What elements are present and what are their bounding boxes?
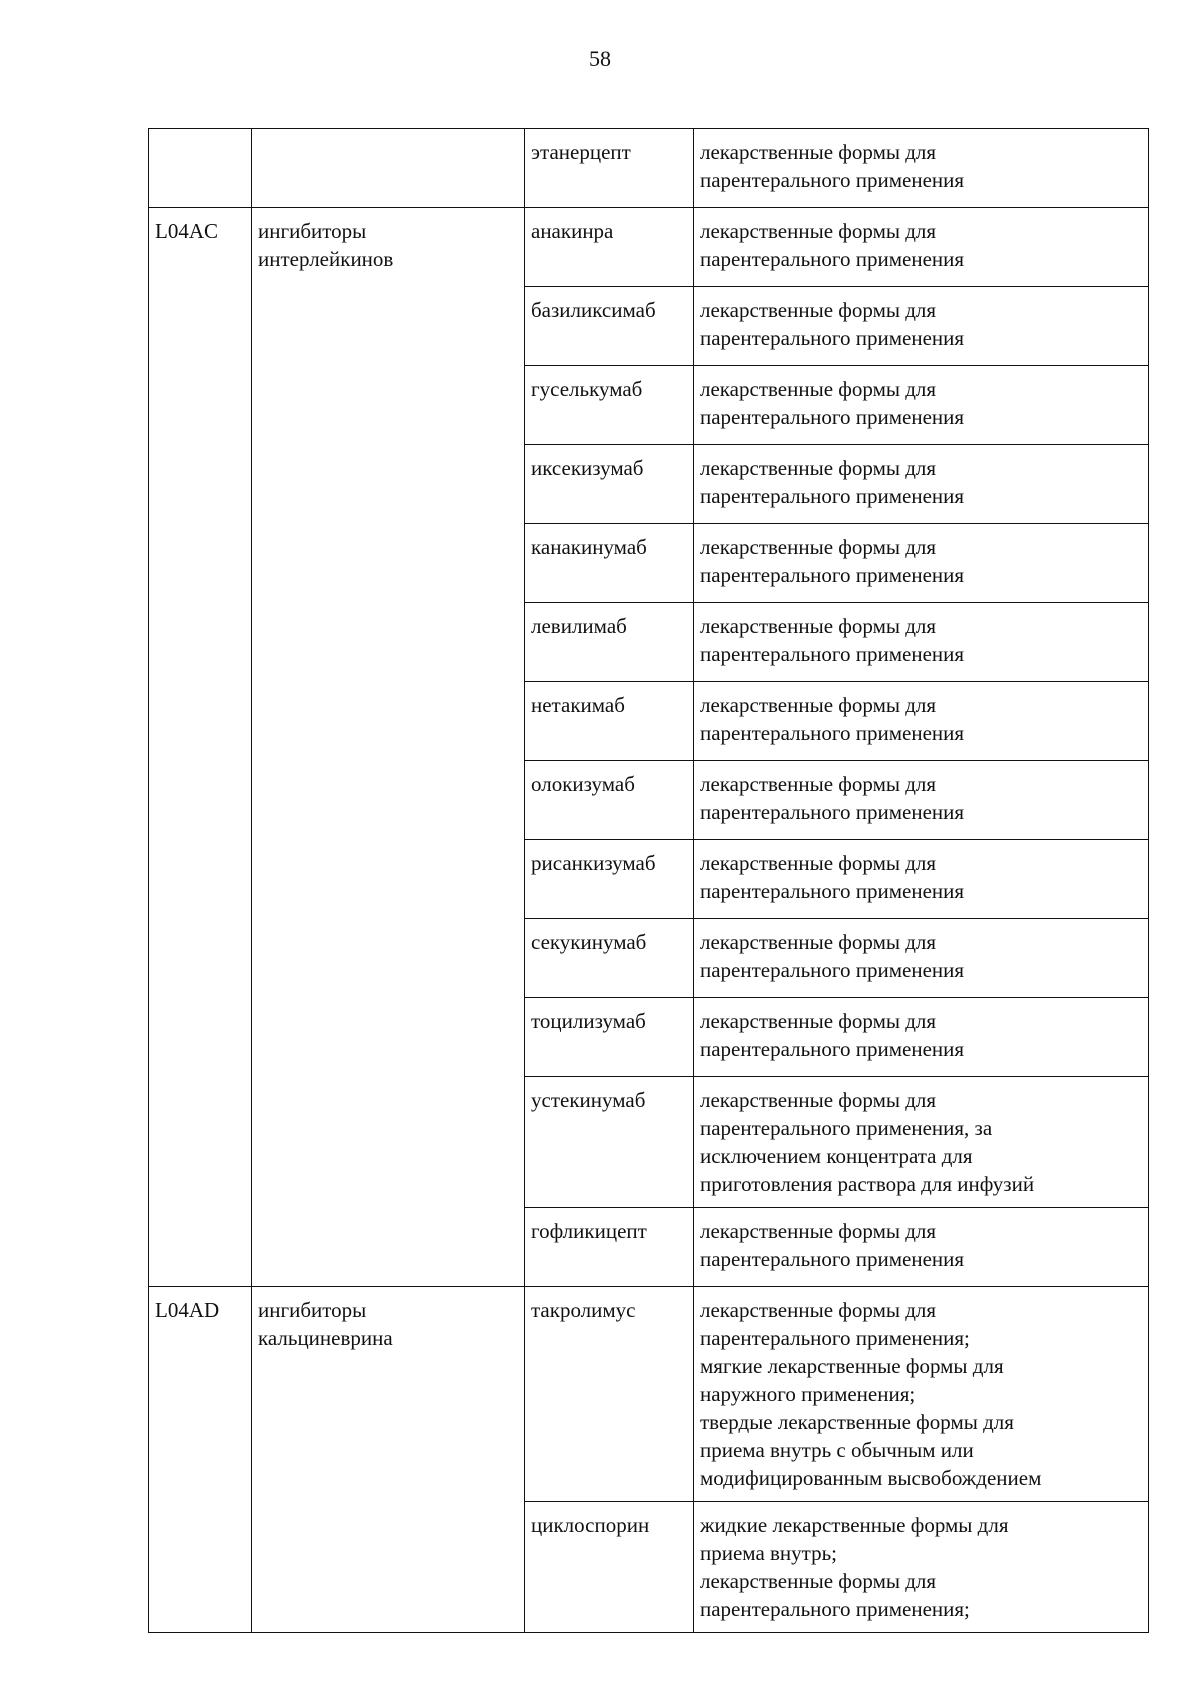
dosage-form-cell: лекарственные формы для парентерального применения xyxy=(694,524,1149,603)
dosage-form-cell: жидкие лекарственные формы для приема внутрь; лекарственные формы для парентерального применения; xyxy=(694,1502,1149,1633)
dosage-form-cell: лекарственные формы для парентерального применения xyxy=(694,445,1149,524)
drug-name-cell: рисанкизумаб xyxy=(525,840,694,919)
atc-code-cell xyxy=(149,129,252,208)
drug-name-cell: гофликицепт xyxy=(525,1208,694,1287)
drug-name-cell: олокизумаб xyxy=(525,761,694,840)
drug-group-cell xyxy=(252,129,525,208)
dosage-form-cell: лекарственные формы для парентерального применения xyxy=(694,998,1149,1077)
dosage-form-cell: лекарственные формы для парентерального применения xyxy=(694,287,1149,366)
drug-name-cell: анакинра xyxy=(525,208,694,287)
dosage-form-cell: лекарственные формы для парентерального применения; мягкие лекарственные формы для наружного применения; твердые лекарственные формы для приема внутрь с обычным или модифицированным высвобождением xyxy=(694,1287,1149,1502)
dosage-form-cell: лекарственные формы для парентерального применения xyxy=(694,761,1149,840)
drug-name-cell: канакинумаб xyxy=(525,524,694,603)
table-row xyxy=(149,1287,1149,1502)
dosage-form-cell: лекарственные формы для парентерального применения xyxy=(694,208,1149,287)
dosage-form-cell: лекарственные формы для парентерального применения xyxy=(694,129,1149,208)
drug-group-cell: ингибиторы интерлейкинов xyxy=(252,208,525,1287)
dosage-form-cell: лекарственные формы для парентерального применения xyxy=(694,603,1149,682)
drug-name-cell: иксекизумаб xyxy=(525,445,694,524)
atc-code-cell: L04AD xyxy=(149,1287,252,1633)
page-number: 58 xyxy=(589,46,611,71)
table-row xyxy=(149,208,1149,287)
drug-name-cell: секукинумаб xyxy=(525,919,694,998)
drug-name-cell: базиликсимаб xyxy=(525,287,694,366)
drug-name-cell: такролимус xyxy=(525,1287,694,1502)
dosage-form-cell: лекарственные формы для парентерального применения xyxy=(694,682,1149,761)
drug-name-cell: нетакимаб xyxy=(525,682,694,761)
dosage-form-cell: лекарственные формы для парентерального применения xyxy=(694,840,1149,919)
drug-group-cell: ингибиторы кальциневрина xyxy=(252,1287,525,1633)
table-row xyxy=(149,129,1149,208)
drug-name-cell: левилимаб xyxy=(525,603,694,682)
drug-name-cell: циклоспорин xyxy=(525,1502,694,1633)
dosage-form-cell: лекарственные формы для парентерального применения xyxy=(694,366,1149,445)
drug-name-cell: гуселькумаб xyxy=(525,366,694,445)
dosage-form-cell: лекарственные формы для парентерального применения, за исключением концентрата для приготовления раствора для инфузий xyxy=(694,1077,1149,1208)
atc-code-cell: L04AC xyxy=(149,208,252,1287)
dosage-form-cell: лекарственные формы для парентерального применения xyxy=(694,919,1149,998)
drug-name-cell: тоцилизумаб xyxy=(525,998,694,1077)
drug-name-cell: устекинумаб xyxy=(525,1077,694,1208)
table-body xyxy=(149,129,1149,1633)
drug-name-cell: этанерцепт xyxy=(525,129,694,208)
drug-table xyxy=(148,128,1149,1633)
dosage-form-cell: лекарственные формы для парентерального применения xyxy=(694,1208,1149,1287)
